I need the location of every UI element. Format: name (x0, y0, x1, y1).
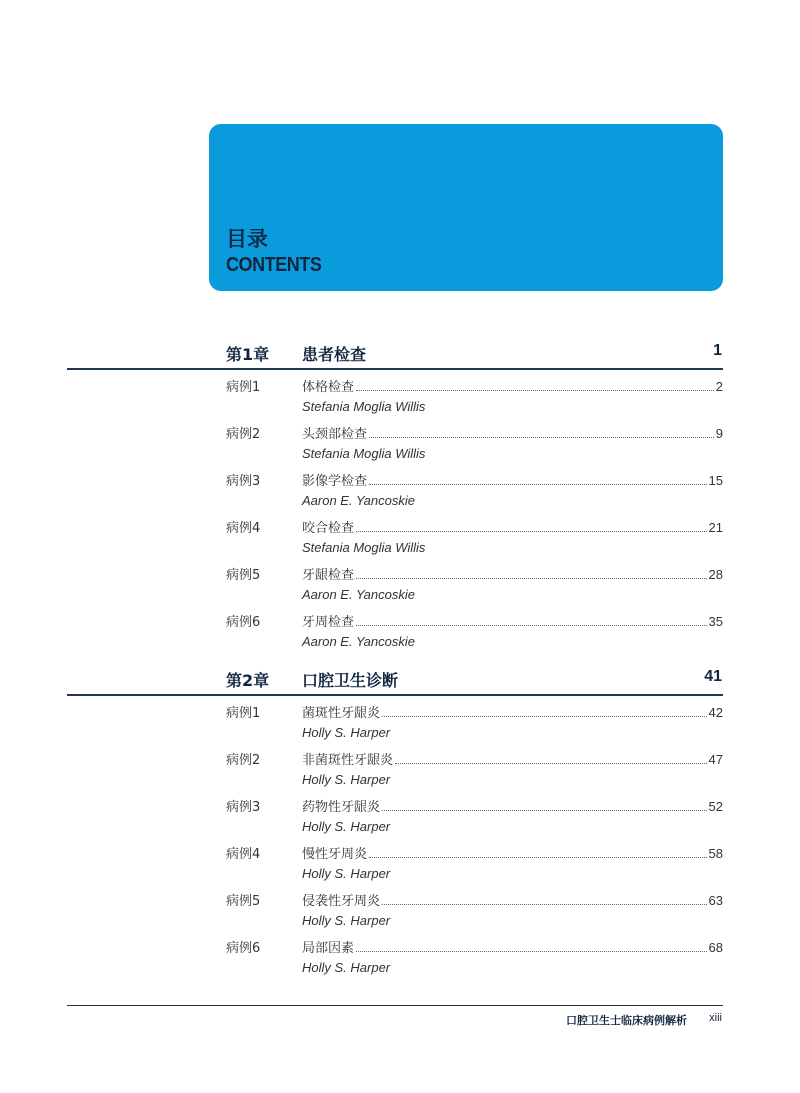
footer-page-number: xiii (709, 1012, 722, 1024)
case-page-number: 15 (708, 473, 723, 488)
case-author: Stefania Moglia Willis (302, 399, 426, 414)
contents-banner (209, 124, 723, 291)
case-author: Holly S. Harper (302, 866, 391, 881)
case-title: 头颈部检查 (302, 427, 368, 442)
case-title: 局部因素 (302, 941, 355, 956)
case-entry[interactable] (0, 749, 800, 796)
case-title-line (302, 702, 723, 721)
case-title-line (302, 611, 723, 630)
chapter-divider (67, 368, 723, 370)
case-title: 体格检查 (302, 380, 355, 395)
chapter-number: 第1章 (226, 345, 270, 364)
dot-leader (356, 577, 707, 579)
case-title-line (302, 517, 723, 536)
case-title-line (302, 890, 723, 909)
case-title: 非菌斑性牙龈炎 (302, 753, 394, 768)
dot-leader (382, 715, 707, 717)
dot-leader (369, 483, 707, 485)
case-author: Holly S. Harper (302, 960, 391, 975)
dot-leader (356, 950, 707, 952)
case-author: Stefania Moglia Willis (302, 540, 426, 555)
chapter-page-number: 1 (713, 342, 722, 359)
case-author: Holly S. Harper (302, 725, 391, 740)
case-entry[interactable] (0, 890, 800, 937)
case-title: 牙周检查 (302, 615, 355, 630)
case-title-line (302, 796, 723, 815)
case-page-number: 63 (708, 893, 723, 908)
case-label: 病例6 (226, 615, 261, 630)
case-page-number: 52 (708, 799, 723, 814)
case-title-line (302, 564, 723, 583)
case-label: 病例2 (226, 753, 261, 768)
case-label: 病例4 (226, 847, 261, 862)
case-author: Holly S. Harper (302, 819, 391, 834)
case-label: 病例4 (226, 521, 261, 536)
case-title: 菌斑性牙龈炎 (302, 706, 381, 721)
page-title: 目录 (226, 227, 268, 251)
case-page-number: 42 (708, 705, 723, 720)
case-author: Aaron E. Yancoskie (302, 493, 415, 508)
case-label: 病例5 (226, 894, 261, 909)
case-title-line (302, 376, 723, 395)
page-subtitle: CONTENTS (226, 254, 322, 276)
dot-leader (356, 624, 707, 626)
case-entry[interactable] (0, 517, 800, 564)
case-title: 牙龈检查 (302, 568, 355, 583)
dot-leader (382, 809, 707, 811)
chapter-number: 第2章 (226, 671, 270, 690)
case-label: 病例6 (226, 941, 261, 956)
case-author: Holly S. Harper (302, 772, 391, 787)
case-page-number: 35 (708, 614, 723, 629)
case-entry[interactable] (0, 796, 800, 843)
chapter-title: 口腔卫生诊断 (302, 671, 399, 690)
case-page-number: 68 (708, 940, 723, 955)
case-label: 病例3 (226, 474, 261, 489)
case-title-line (302, 423, 723, 442)
case-title: 药物性牙龈炎 (302, 800, 381, 815)
case-page-number: 58 (708, 846, 723, 861)
case-entry[interactable] (0, 470, 800, 517)
case-entry[interactable] (0, 702, 800, 749)
case-label: 病例1 (226, 706, 261, 721)
chapter-title: 患者检查 (302, 345, 367, 364)
footer-book-title: 口腔卫生士临床病例解析 (566, 1014, 687, 1027)
case-title-line (302, 470, 723, 489)
case-title: 慢性牙周炎 (302, 847, 368, 862)
case-author: Aaron E. Yancoskie (302, 634, 415, 649)
case-page-number: 47 (708, 752, 723, 767)
case-entry[interactable] (0, 611, 800, 658)
case-title: 影像学检查 (302, 474, 368, 489)
chapter-page-number: 41 (704, 668, 722, 685)
footer-divider (67, 1005, 723, 1006)
dot-leader (382, 903, 707, 905)
chapter-heading[interactable] (0, 668, 800, 696)
dot-leader (356, 389, 714, 391)
case-entry[interactable] (0, 376, 800, 423)
dot-leader (369, 856, 707, 858)
dot-leader (369, 436, 714, 438)
case-entry[interactable] (0, 843, 800, 890)
case-author: Holly S. Harper (302, 913, 391, 928)
case-title: 咬合检查 (302, 521, 355, 536)
case-title-line (302, 937, 723, 956)
dot-leader (395, 762, 707, 764)
case-title-line (302, 843, 723, 862)
case-label: 病例1 (226, 380, 261, 395)
case-entry[interactable] (0, 564, 800, 611)
case-label: 病例2 (226, 427, 261, 442)
case-page-number: 9 (715, 426, 723, 441)
case-page-number: 21 (708, 520, 723, 535)
case-author: Aaron E. Yancoskie (302, 587, 415, 602)
case-title-line (302, 749, 723, 768)
dot-leader (356, 530, 707, 532)
case-title: 侵袭性牙周炎 (302, 894, 381, 909)
case-entry[interactable] (0, 937, 800, 984)
case-entry[interactable] (0, 423, 800, 470)
case-label: 病例3 (226, 800, 261, 815)
case-page-number: 28 (708, 567, 723, 582)
case-label: 病例5 (226, 568, 261, 583)
chapter-heading[interactable] (0, 342, 800, 370)
case-author: Stefania Moglia Willis (302, 446, 426, 461)
case-page-number: 2 (715, 379, 723, 394)
chapter-divider (67, 694, 723, 696)
